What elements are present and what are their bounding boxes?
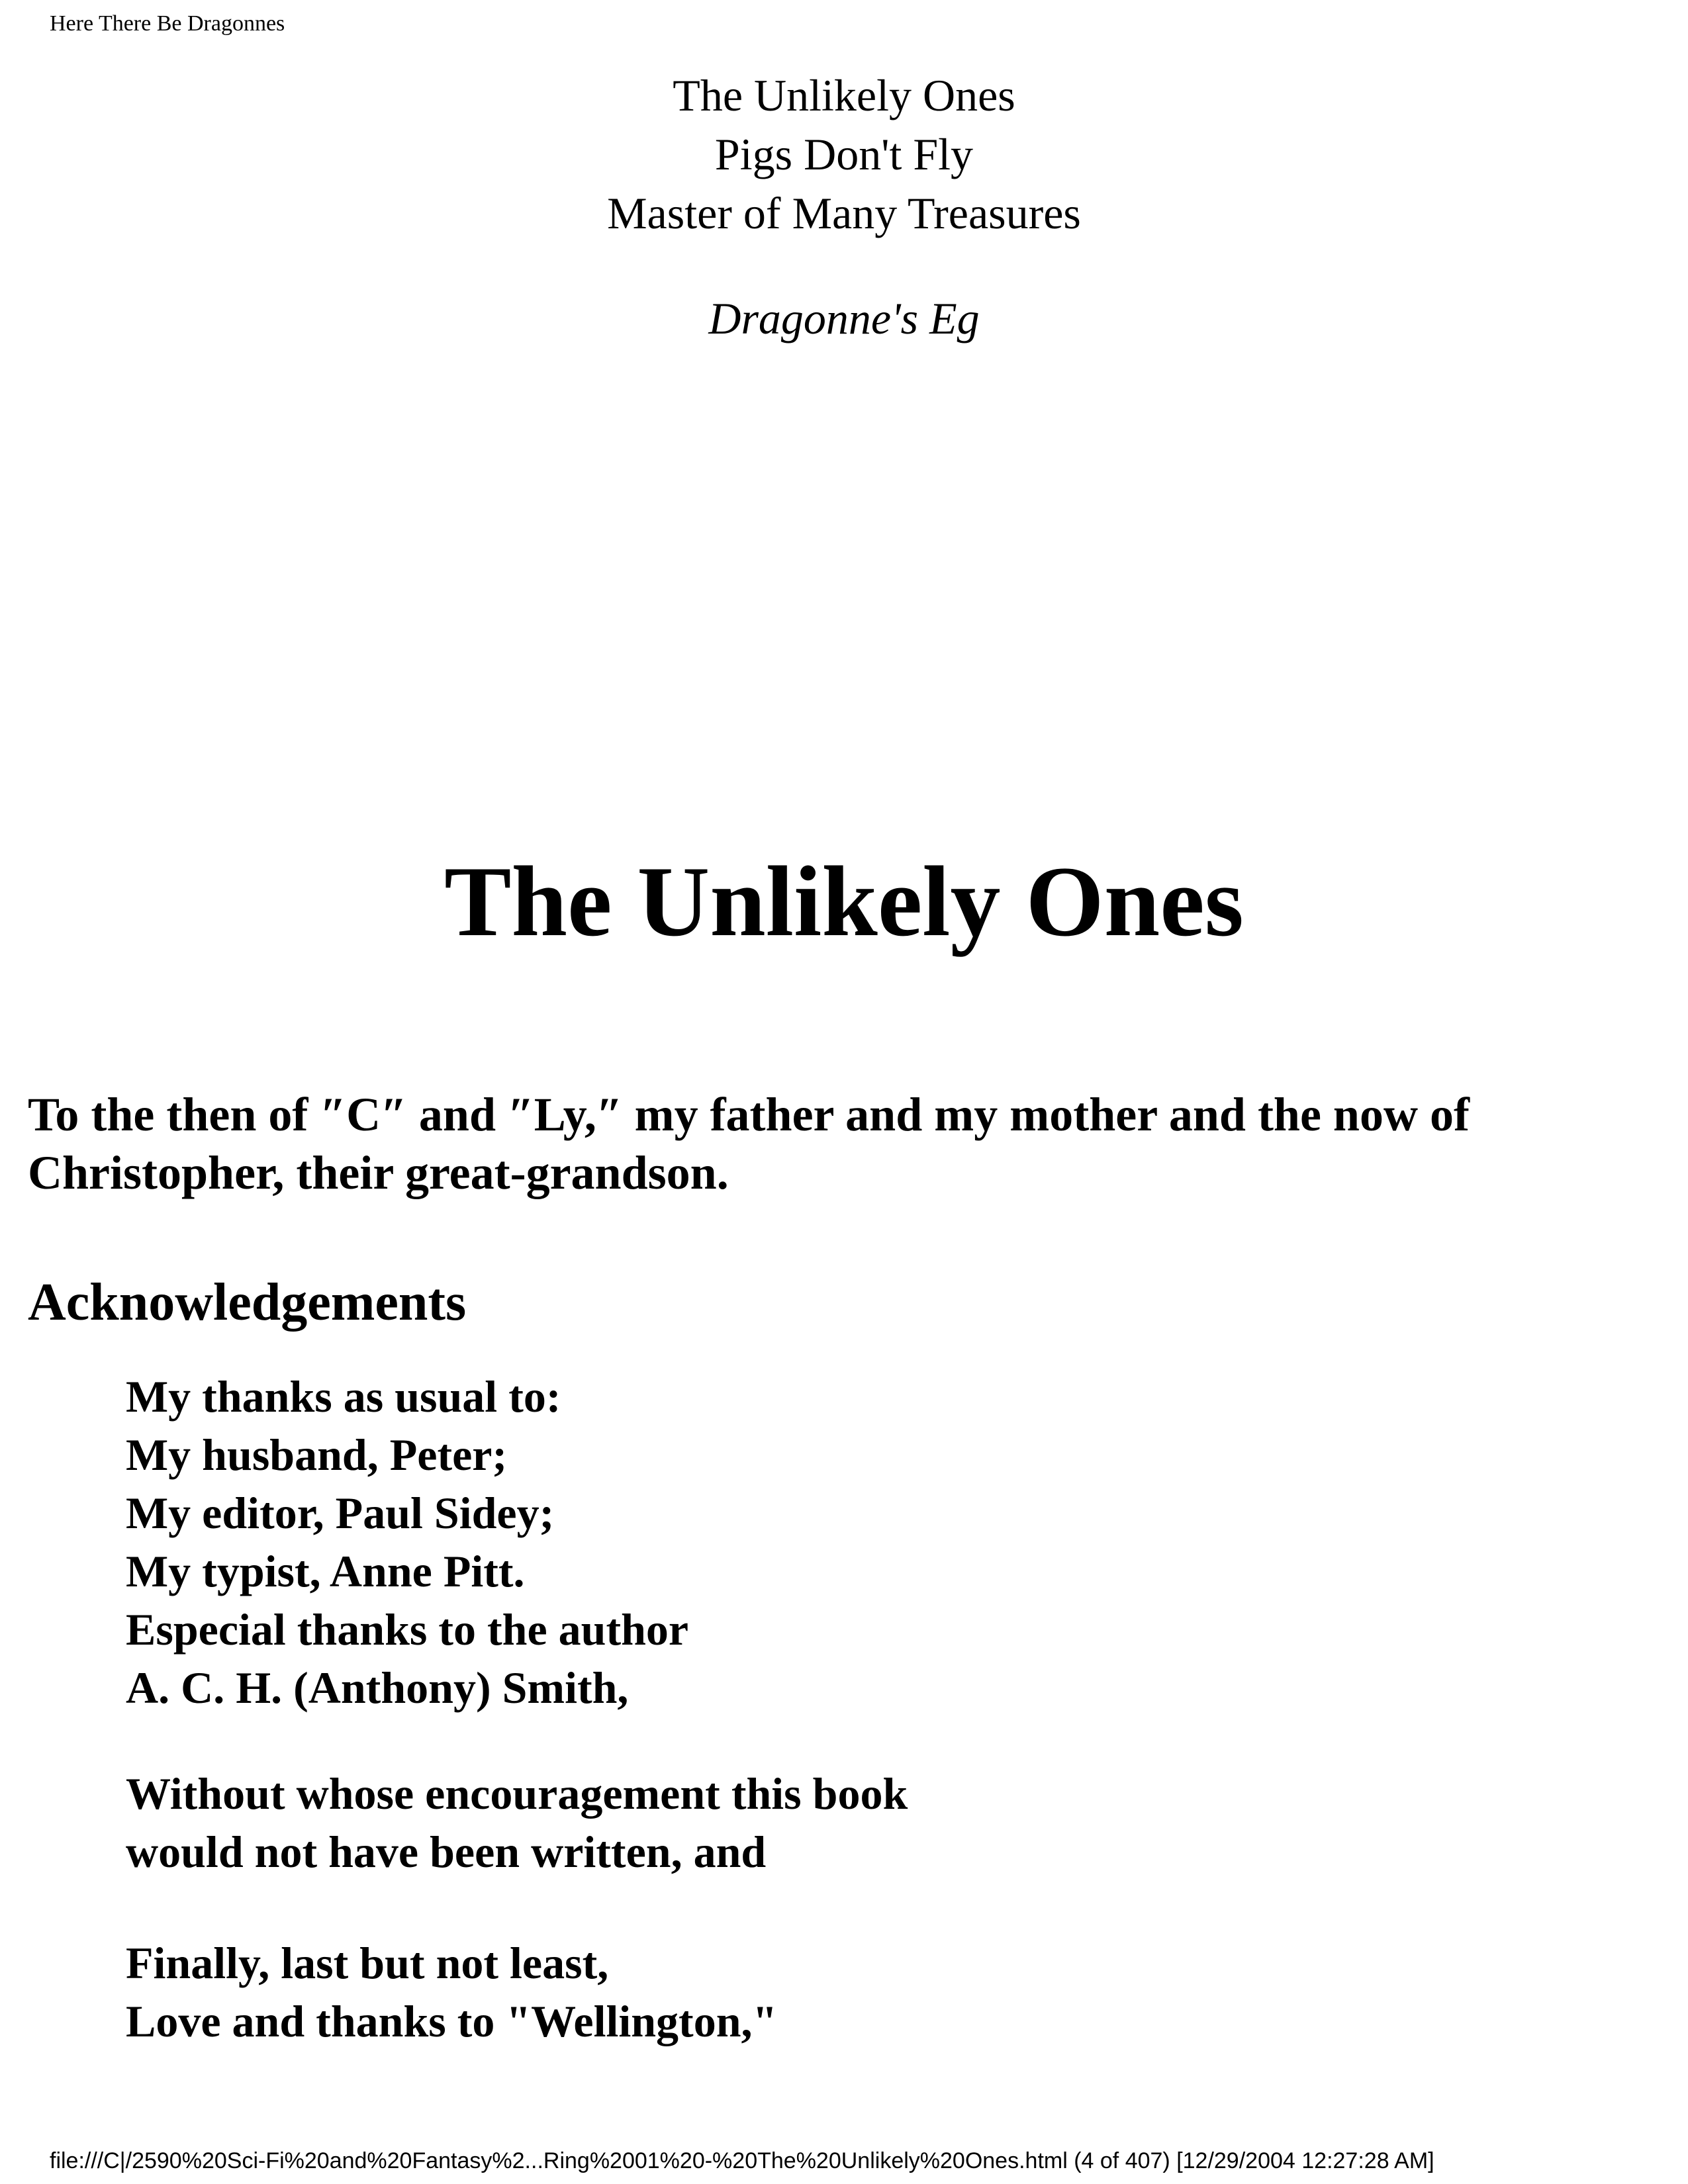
- book-title-italic: Dragonne's Eg: [708, 293, 980, 343]
- acknowledgement-line: Especial thanks to the author: [126, 1604, 689, 1655]
- book-title: Master of Many Treasures: [607, 188, 1081, 238]
- acknowledgement-line: A. C. H. (Anthony) Smith,: [126, 1662, 629, 1713]
- acknowledgement-line: would not have been written, and: [126, 1827, 767, 1877]
- book-list: [0, 66, 1688, 348]
- acknowledgements-block: [126, 1764, 1582, 1881]
- page-title: The Unlikely Ones: [444, 846, 1244, 957]
- acknowledgement-line: My editor, Paul Sidey;: [126, 1488, 555, 1538]
- acknowledgement-line: My typist, Anne Pitt.: [126, 1546, 525, 1596]
- dedication: To the then of ″C″ and ″Ly,″ my father and my mother and the now of Christopher, their great-grandson.: [28, 1088, 1470, 1199]
- acknowledgements-block: [126, 1367, 1582, 1717]
- acknowledgement-line: Without whose encouragement this book: [126, 1768, 908, 1819]
- acknowledgement-line: Love and thanks to "Wellington,": [126, 1996, 778, 2046]
- acknowledgement-line: My thanks as usual to:: [126, 1371, 561, 1422]
- page-footer: file:///C|/2590%20Sci-Fi%20and%20Fantasy%2...Ring%2001%20-%20The%20Unlikely%20Ones.html (4 of 407) [12/29/2004 12:27:28 AM]: [50, 2148, 1434, 2173]
- book-title: Pigs Don't Fly: [714, 129, 974, 179]
- acknowledgement-line: Finally, last but not least,: [126, 1938, 609, 1988]
- acknowledgements-heading: Acknowledgements: [28, 1273, 467, 1332]
- acknowledgement-line: My husband, Peter;: [126, 1430, 508, 1480]
- book-title: The Unlikely Ones: [673, 70, 1015, 120]
- acknowledgements-block: [126, 1934, 1582, 2050]
- running-header: Here There Be Dragonnes: [50, 11, 285, 36]
